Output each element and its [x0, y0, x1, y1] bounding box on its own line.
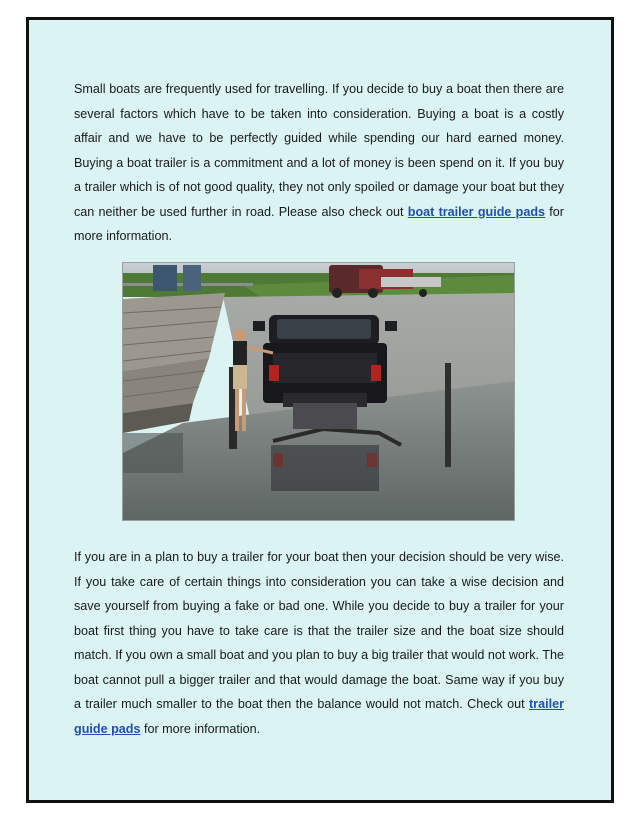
- paragraph-intro-text: Small boats are frequently used for travelling. If you decide to buy a boat then there are several factors which have to be taken into consideration. Buying a boat is a costly affair and we have to be perfectly guided while spending our hard earned money. Buying a boat trailer is a commitment and a lot of money is been spend on it. If you buy a trailer which is of not good quality, they not only spoiled or damage your boat but they can neither be used further in road. Please also check out: [74, 82, 564, 219]
- paragraph-advice: [74, 545, 564, 741]
- paragraph-advice-text: If you are in a plan to buy a trailer for your boat then your decision should be very wise. If you take care of certain things into consideration you can take a wise decision and save yourself from buying a fake or bad one. While you decide to buy a trailer for your boat first thing you have to take care is that the trailer size and the boat size should match. If you own a small boat and you plan to buy a big trailer that would not work. The boat cannot pull a bigger trailer and that would damage the boat. Same way if you buy a trailer much smaller to the boat then the balance would not match. Check out: [74, 550, 564, 711]
- boat-ramp-photo: [122, 262, 515, 521]
- boat-trailer-guide-pads-link[interactable]: boat trailer guide pads: [407, 204, 546, 219]
- paragraph-intro-tail: for more information.: [74, 204, 564, 243]
- trailer-guide-pads-link[interactable]: trailer guide pads: [74, 697, 564, 736]
- paragraph-intro: [74, 77, 564, 249]
- paragraph-advice-tail: for more information.: [140, 721, 261, 736]
